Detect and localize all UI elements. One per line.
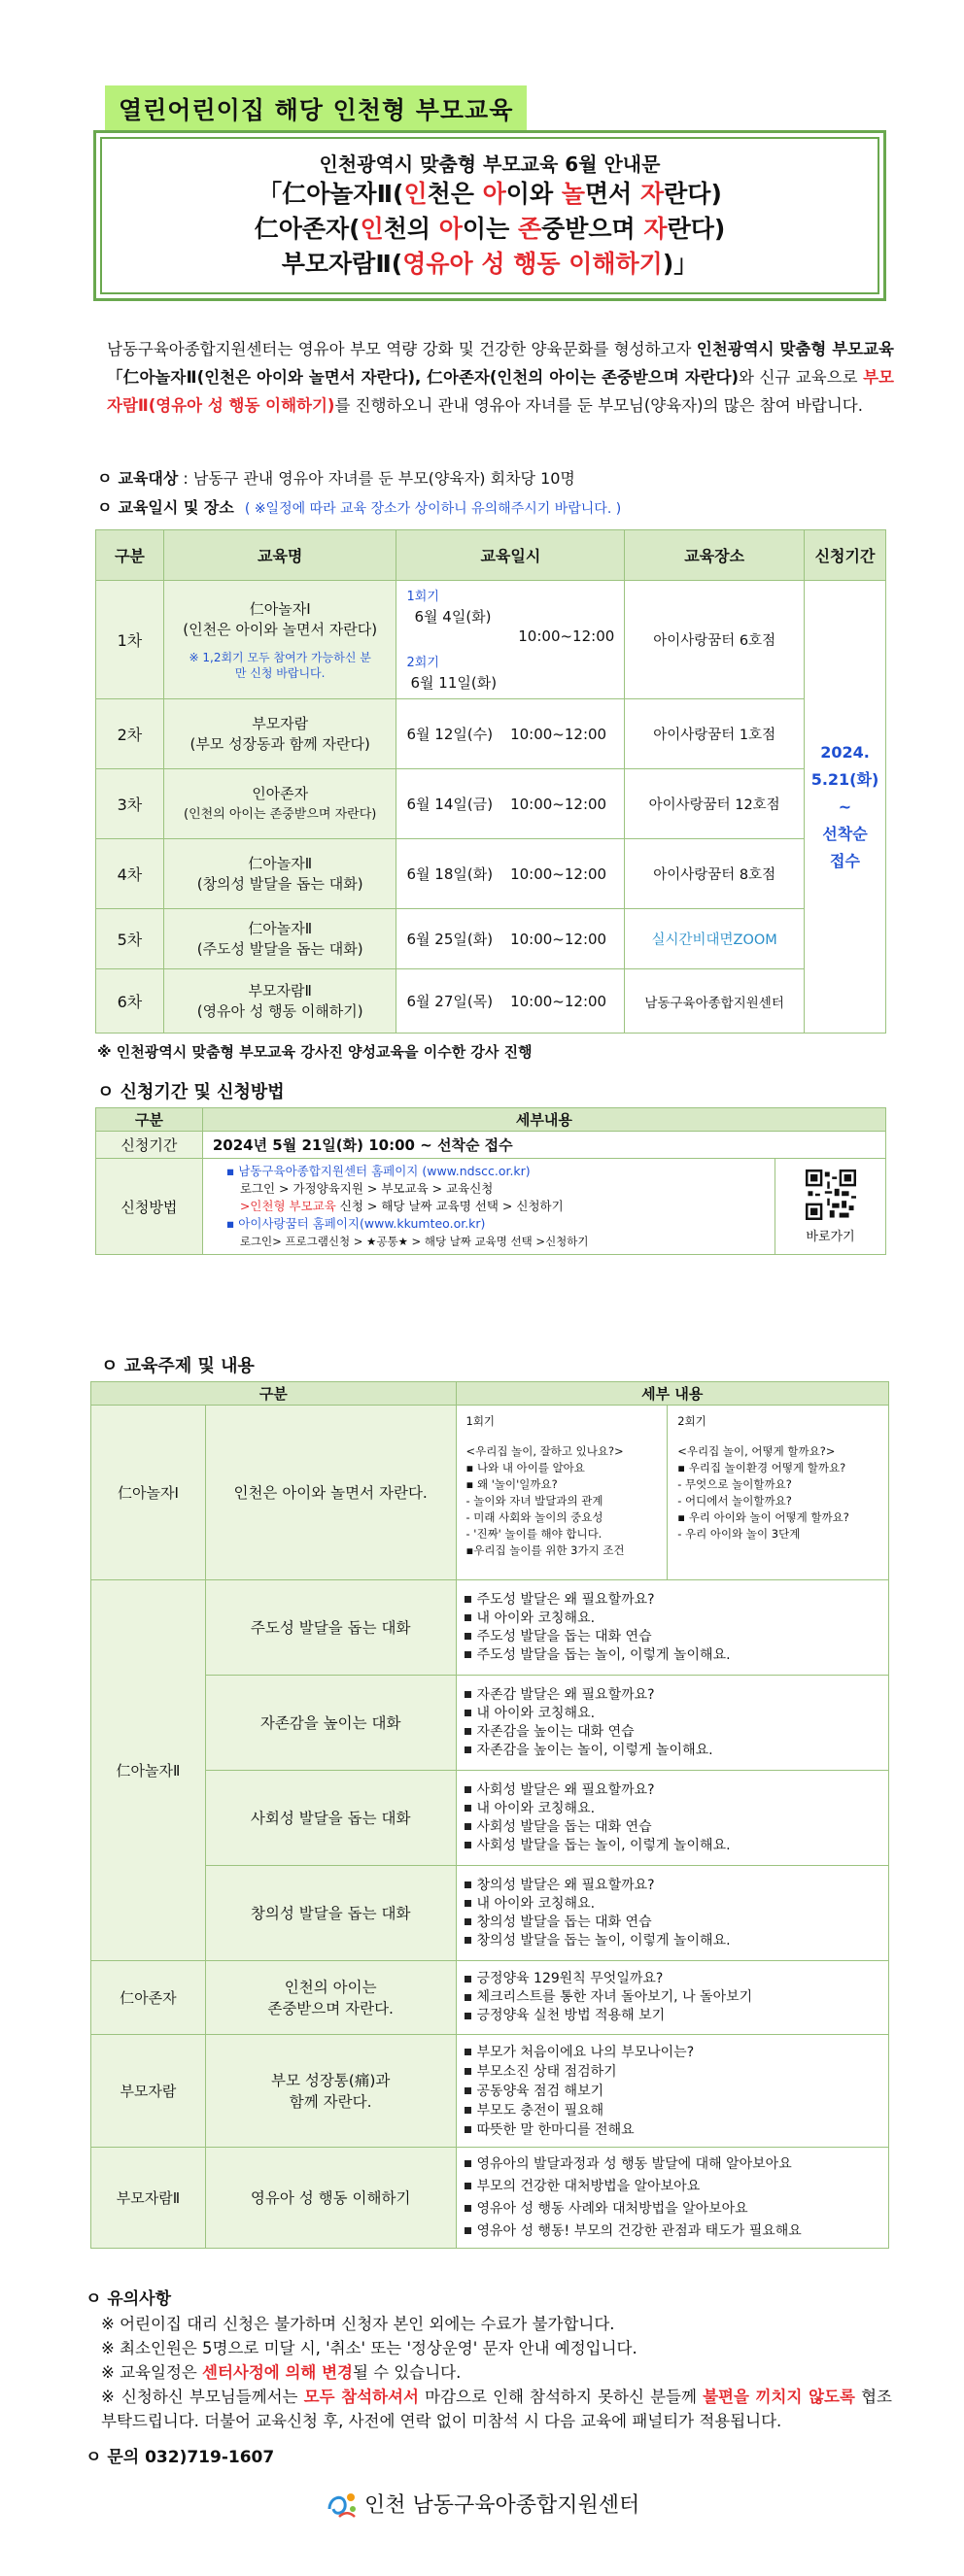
note-item: ※ 교육일정은 센터사정에 의해 변경될 수 있습니다. xyxy=(101,2363,462,2382)
footer xyxy=(326,2489,639,2519)
apply-period-value: 2024년 5월 21일(화) 10:00 ~ 선착순 접수 xyxy=(202,1132,885,1159)
qr-code-icon[interactable] xyxy=(806,1169,856,1220)
table-row: 사회성 발달을 돕는 대화 사회성 발달은 왜 필요할까요? 내 아이와 코칭해요. 사회성 발달을 돕는 대화 연습 사회성 발달을 돕는 놀이, 이렇게 놀이해요. xyxy=(91,1771,889,1866)
apply-section-title: ㅇ 신청기간 및 신청방법 xyxy=(97,1082,285,1102)
top-tag: 열린어린이집 해당 인천형 부모교육 xyxy=(105,85,527,132)
instructor-note: ※ 인천광역시 맞춤형 부모교육 강사진 양성교육을 이수한 강사 진행 xyxy=(97,1043,533,1061)
col-header: 구분 xyxy=(96,530,164,581)
center-logo-icon xyxy=(326,2490,359,2519)
target-line: ㅇ 교육대상 : 남동구 관내 영유아 자녀를 둔 부모(양육자) 회차당 10명 xyxy=(97,469,575,488)
notes-title: ㅇ 유의사항 xyxy=(86,2289,172,2309)
table-row: 자존감을 높이는 대화 자존감 발달은 왜 필요할까요? 내 아이와 코칭해요. 자존감을 높이는 대화 연습 자존감을 높이는 놀이, 이렇게 놀이해요. xyxy=(91,1676,889,1771)
schedule-table xyxy=(95,529,886,1034)
table-row: 仁아놀자Ⅰ 인천은 아이와 놀면서 자란다. 1회기 <우리집 놀이, 잘하고 있나요?> ▪ 나와 내 아이를 알아요 ▪ 왜 '놀이'일까요? - 놀이와 자녀 발달과의 관계 - 미래 사회와 놀이의 중요성 - '진짜' 놀이를 해야 합니다. ▪우리집 놀이를 위한 3가지 조건 2회기 <우리집 놀이, 어떻게 할까요?> ▪ 우리집 놀이환경 어떻게 할까요? - 무엇으로 놀이할까요? - 어디에서 놀이할까요? ▪ 우리 아이와 놀이 어떻게 할까요? - 우리 아이와 놀이 3단계 xyxy=(91,1406,889,1580)
content-section-title: ㅇ 교육주제 및 내용 xyxy=(101,1356,255,1376)
qr-label: 바로가기 xyxy=(806,1229,855,1244)
title-line-3: 부모자람Ⅱ(영유아 성 행동 이해하기)」 xyxy=(281,250,699,278)
note-item: ※ 어린이집 대리 신청은 불가하며 신청자 본인 외에는 수료가 불가합니다. xyxy=(101,2315,615,2333)
table-row: 4차 仁아놀자Ⅱ (창의성 발달을 돕는 대화) 6월 18일(화) 10:00~12:00 아이사랑꿈터 8호점 xyxy=(96,839,886,909)
col-header: 구분 xyxy=(91,1382,457,1406)
table-row: 仁아존자 인천의 아이는 존중받으며 자란다. 긍정양육 129원칙 무엇일까요? 체크리스트를 통한 자녀 돌아보기, 나 돌아보기 긍정양육 실천 방법 적용해 보기 xyxy=(91,1961,889,2035)
col-header: 교육명 xyxy=(163,530,396,581)
table-row: 부모자람Ⅱ 영유아 성 행동 이해하기 영유아의 발달과정과 성 행동 발달에 대해 알아보아요 부모의 건강한 대처방법을 알아보아요 영유아 성 행동 사례와 대처방법을 알아보아요 영유아 성 행동! 부모의 건강한 관점과 태도가 필요해요 xyxy=(91,2148,889,2249)
col-header: 신청기간 xyxy=(804,530,885,581)
table-row: 창의성 발달을 돕는 대화 창의성 발달은 왜 필요할까요? 내 아이와 코칭해요. 창의성 발달을 돕는 대화 연습 창의성 발달을 돕는 놀이, 이렇게 놀이해요. xyxy=(91,1866,889,1961)
col-header: 교육일시 xyxy=(396,530,625,581)
contact-line: ㅇ 문의 032)719-1607 xyxy=(86,2448,275,2467)
title-subtitle: 인천광역시 맞춤형 부모교육 6월 안내문 xyxy=(319,153,661,176)
table-row: 3차 인아존자 (인천의 아이는 존중받으며 자란다) 6월 14일(금) 10:00~12:00 아이사랑꿈터 12호점 xyxy=(96,769,886,839)
table-row: 5차 仁아놀자Ⅱ (주도성 발달을 돕는 대화) 6월 25일(화) 10:00~12:00 실시간비대면ZOOM xyxy=(96,909,886,969)
table-row: 부모자람 부모 성장통(痛)과 함께 자란다. 부모가 처음이에요 나의 부모나이는? 부모소진 상태 점검하기 공동양육 점검 해보기 부모도 충전이 필요해 따뜻한 말 한마디를 전해요 xyxy=(91,2035,889,2148)
note-item: ※ 최소인원은 5명으로 미달 시, '취소' 또는 '정상운영' 문자 안내 예정입니다. xyxy=(101,2339,637,2357)
table-row: 1차 仁아놀자Ⅰ (인천은 아이와 놀면서 자란다) ※ 1,2회기 모두 참여가 가능하신 분만 신청 바랍니다. 1회기 6월 4일(화) 10:00~12:00 2회기 6월 11일(화) 아이사랑꿈터 6호점 2024. 5.21(화) ~ 선착순 접수 xyxy=(96,581,886,699)
site2-link[interactable]: 아이사랑꿈터 홈페이지(www.kkumteo.or.kr) xyxy=(238,1216,486,1231)
table-row: 仁아놀자Ⅱ 주도성 발달을 돕는 대화 주도성 발달은 왜 필요할까요? 내 아이와 코칭해요. 주도성 발달을 돕는 대화 연습 주도성 발달을 돕는 놀이, 이렇게 놀이해요. xyxy=(91,1580,889,1676)
intro-paragraph: 남동구육아종합지원센터는 영유아 부모 역량 강화 및 건강한 양육문화를 형성하고자 인천광역시 맞춤형 부모교육「仁아놀자Ⅱ(인천은 아이와 놀면서 자란다), 仁아존자(인천의 아이는 존중받으며 자란다)와 신규 교육으로 부모자람Ⅱ(영유아 성 행동 이해하기)를 진행하오니 관내 영유아 자녀를 둔 부모님(양육자)의 많은 참여 바랍니다. xyxy=(107,340,894,415)
footer-name: 인천 남동구육아종합지원센터 xyxy=(364,2493,640,2518)
qr-cell[interactable] xyxy=(775,1159,886,1255)
site1-link[interactable]: 남동구육아종합지원센터 홈페이지 (www.ndscc.or.kr) xyxy=(238,1164,531,1178)
col-header: 교육장소 xyxy=(625,530,805,581)
apply-period-cell: 2024. 5.21(화) ~ 선착순 접수 xyxy=(804,581,885,1034)
note-item: ※ 신청하신 부모님들께서는 모두 참석하셔서 마감으로 인해 참석하지 못하신 분들께 불편을 끼치지 않도록 협조 부탁드립니다. 더불어 교육신청 후, 사전에 연락 없이 미참석 시 다음 교육에 패널티가 적용됩니다. xyxy=(101,2388,892,2430)
notes-section xyxy=(86,2288,892,2433)
when-where-line: ㅇ 교육일시 및 장소 ( ※일정에 따라 교육 장소가 상이하니 유의해주시기 바랍니다. ) xyxy=(97,498,622,517)
table-row: 2차 부모자람 (부모 성장동과 함께 자란다) 6월 12일(수) 10:00~12:00 아이사랑꿈터 1호점 xyxy=(96,699,886,769)
col-header: 세부내용 xyxy=(202,1108,885,1132)
title-line-1: 「仁아놀자Ⅱ(인천은 아이와 놀면서 자란다) xyxy=(258,180,722,208)
title-line-2: 仁아존자(인천의 아이는 존중받으며 자란다) xyxy=(254,215,726,243)
table-row: 6차 부모자람Ⅱ (영유아 성 행동 이해하기) 6월 27일(목) 10:00~12:00 남동구육아종합지원센터 xyxy=(96,969,886,1034)
col-header: 세부 내용 xyxy=(456,1382,889,1406)
content-table xyxy=(90,1381,889,2249)
col-header: 구분 xyxy=(96,1108,203,1132)
title-box xyxy=(93,130,886,301)
apply-table: 구분 세부내용 신청기간 2024년 5월 21일(화) 10:00 ~ 선착순 접수 신청방법 ▪ 남동구육아종합지원센터 홈페이지 (www.ndscc.or.kr) 로그인 > 가정양육지원 > 부모교육 > 교육신청 >인천형 부모교육 신청 > 해당 날짜 교육명 선택 > 신청하기 ▪ 아이사랑꿈터 홈페이지(www.kkumteo.or.kr) 로그인> 프로그램신청 > ★공통★ > 해당 날짜 교육명 선택 >신청하기 바로가기 xyxy=(95,1107,886,1255)
